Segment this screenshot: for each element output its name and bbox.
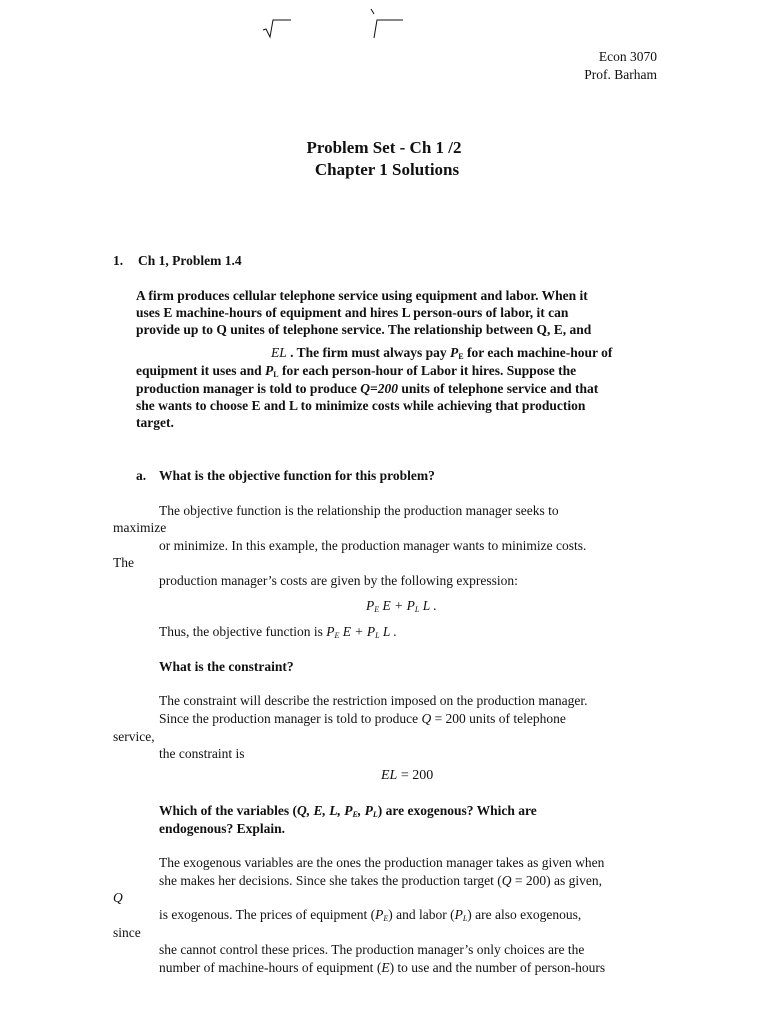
expression-text: E + [339,624,367,639]
part-a-label: a. [136,468,147,483]
sqrt-symbol-left [262,18,292,40]
price-symbol: P [366,624,376,639]
answer-text: she makes her decisions. Since she takes the production target ( [159,873,502,888]
constraint-line-1: The constraint will describe the restriction imposed on the production manager. [159,693,588,708]
answer-text: = 200 units of telephone [431,711,566,726]
statement-line-2: uses E machine-hours of equipment and hires L person-ours of labor, it can [136,305,569,320]
exogenous-question-line-2: endogenous? Explain. [159,821,286,836]
statement-line-6 [136,380,598,398]
constraint-equation [381,767,433,785]
problem-number: 1. [113,253,124,268]
answer-line-3: production manager’s costs are given by the following expression: [159,573,518,588]
statement-line-4 [271,344,612,362]
answer-text: Since the production manager is told to produce [159,711,422,726]
quantity-symbol: Q [421,711,432,726]
exogenous-line-5 [159,959,605,977]
expression-text: L . [379,624,397,639]
answer-line-2: or minimize. In this example, the production manager wants to minimize costs. [159,538,587,553]
constraint-line-3: the constraint is [159,746,245,761]
question-text: Which of the variables ( [159,803,297,818]
answer-wrap-1: maximize [113,520,167,535]
statement-line-8: target. [136,415,174,430]
expression-text: L . [419,598,437,613]
price-subscript: L [372,810,378,819]
answer-wrap-2: The [113,555,134,570]
exogenous-line-2 [159,872,602,890]
answer-text: ) to use and the number of person-hours [389,960,606,975]
answer-line-1: The objective function is the relationship the production manager seeks to [159,503,559,518]
price-subscript: E [458,352,464,361]
target-quantity: Q=200 [360,381,398,396]
quantity-symbol: Q [501,873,512,888]
statement-line-7: she wants to choose E and L to minimize costs while achieving that production [136,398,586,413]
price-subscript: L [273,370,279,379]
price-symbol: P [326,624,335,639]
price-subscript: E [374,605,380,614]
statement-line-1: A firm produces cellular telephone service using equipment and labor. When it [136,288,588,303]
exogenous-wrap-2: since [113,925,141,940]
price-symbol: P [406,598,415,613]
formula-el: EL [271,345,287,360]
statement-text: units of telephone service and that [397,381,599,396]
cost-expression [366,597,437,615]
equipment-symbol: E [381,960,390,975]
answer-text: = 200) as given, [511,873,603,888]
page-title: Problem Set - Ch 1 /2 [306,138,462,157]
price-symbol: P [454,907,463,922]
constraint-question: What is the constraint? [159,659,294,674]
price-subscript: E [383,914,389,923]
statement-text: for each person-hour of Labor it hires. Suppose the [278,363,577,378]
professor-label: Prof. Barham [584,67,657,82]
price-symbol: P [265,363,274,378]
exogenous-line-4: she cannot control these prices. The production manager’s only choices are the [159,942,585,957]
equation-lhs: EL [381,768,398,783]
price-symbol: P [375,907,384,922]
expression-text: E + [379,598,407,613]
statement-text: . The firm must always pay [286,345,451,360]
variable-list: , P [357,803,373,818]
course-label: Econ 3070 [598,49,657,64]
statement-line-3: provide up to Q unites of telephone service. The relationship between Q, E, and [136,322,592,337]
answer-text: is exogenous. The prices of equipment ( [159,907,376,922]
constraint-wrap: service, [113,729,155,744]
price-subscript: L [375,631,380,640]
constraint-line-2 [159,710,566,728]
question-text: ) are exogenous? Which are [377,803,537,818]
price-subscript: L [414,605,420,614]
exogenous-line-1: The exogenous variables are the ones the production manager takes as given when [159,855,605,870]
statement-text: equipment it uses and [136,363,266,378]
statement-text: for each machine-hour of [463,345,613,360]
radical-symbol-right [368,8,404,40]
statement-text: production manager is told to produce [136,381,361,396]
price-symbol: P [450,345,459,360]
part-a-question: What is the objective function for this problem? [159,468,435,483]
answer-text: number of machine-hours of equipment ( [159,960,382,975]
equation-rhs: = 200 [397,768,434,783]
answer-text: ) and labor ( [388,907,455,922]
objective-function-line [159,623,397,641]
price-subscript: L [462,914,468,923]
price-subscript: E [334,631,340,640]
problem-heading: Ch 1, Problem 1.4 [138,253,242,268]
exogenous-question-line-1 [159,802,537,820]
price-subscript: E [352,810,358,819]
answer-text: Thus, the objective function is [159,624,327,639]
exogenous-line-3 [159,906,581,924]
statement-line-5 [136,362,576,380]
answer-text: ) are also exogenous, [467,907,582,922]
page-subtitle: Chapter 1 Solutions [314,160,460,179]
exogenous-wrap-1: Q [113,890,123,905]
variable-list: Q, E, L, P [297,803,353,818]
price-symbol: P [366,598,375,613]
